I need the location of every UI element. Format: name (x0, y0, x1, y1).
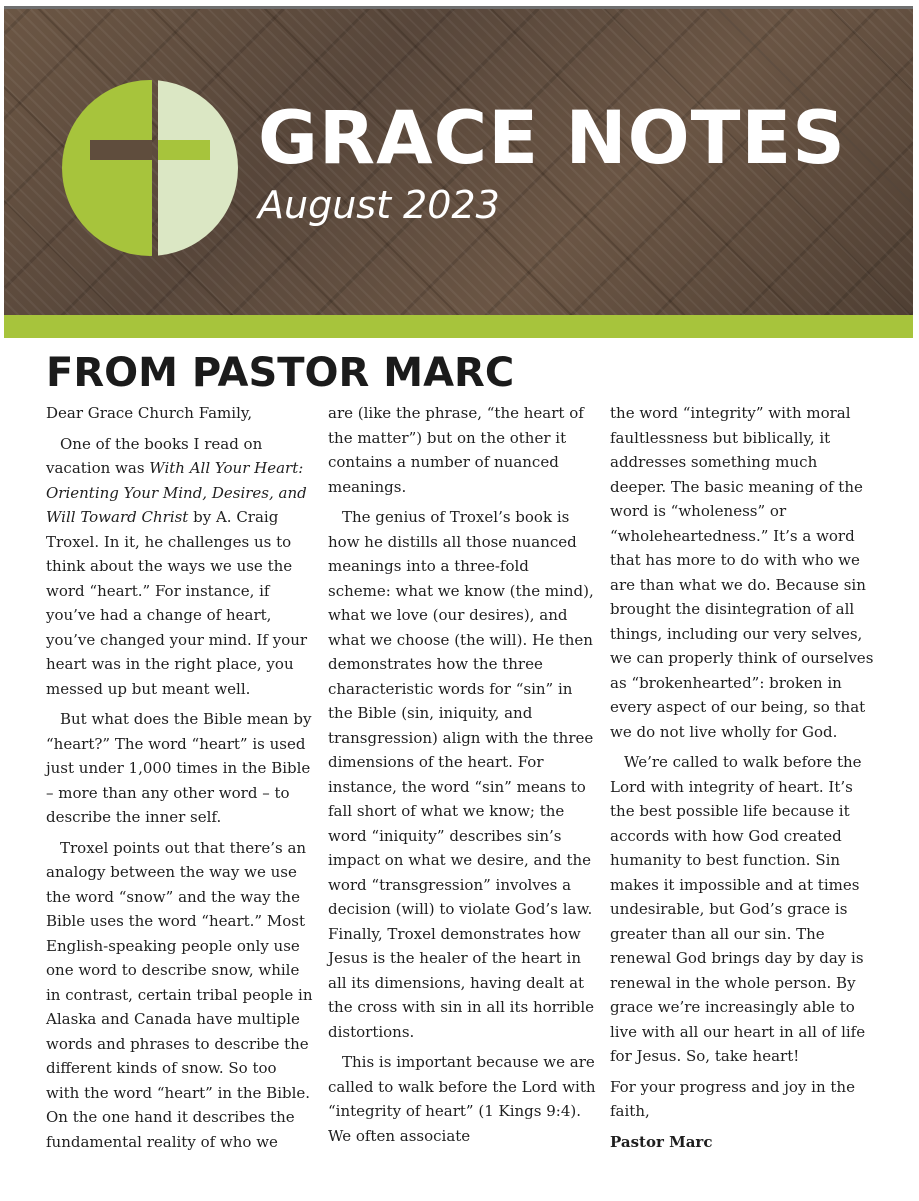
paragraph: But what does the Bible mean by “heart?” The word “heart” is used just under 1,000 times in the Bible – more than any other word – to describe the inner self. (46, 710, 312, 826)
green-accent-bar (4, 315, 913, 338)
signature: Pastor Marc (610, 1132, 713, 1151)
paragraph: This is important because we are called to walk before the Lord with “integrity of heart” (1 Kings 9:4). We often associate (328, 1053, 596, 1145)
paragraph: One of the books I read on vacation was With All Your Heart: Orienting Your Mind, Desires, and Will Toward Christ by A. Craig Troxel. In it, he challenges us to think about the ways we use the word “heart.” For instance, if you’ve had a change of heart, you’ve changed your mind. If your heart was in the right place, you messed up but meant well. (46, 434, 308, 698)
cross-circle-icon (60, 78, 240, 258)
article-column-2 (328, 401, 596, 1154)
paragraph: The genius of Troxel’s book is how he distills all those nuanced meanings into a three-fold scheme: what we know (the mind), what we love (our desires), and what we choose (the will). He then demonstrates how the three characteristic words for “sin” in the Bible (sin, iniquity, and transgression) align with the three dimensions of the heart. For instance, the word “sin” means to fall short of what we know; the word “iniquity” describes sin’s impact on what we desire, and the word “transgression” involves a decision (will) to violate God’s law. Finally, Troxel demonstrates how Jesus is the healer of the heart in all its dimensions, having dealt at the cross with sin in all its horrible distortions. (328, 508, 595, 1041)
paragraph: are (like the phrase, “the heart of the matter”) but on the other it contains a number of nuanced meanings. (328, 404, 584, 496)
newsletter-title: GRACE NOTES (258, 96, 846, 181)
article-column-3 (610, 401, 878, 1160)
section-title: FROM PASTOR MARC (46, 350, 515, 396)
paragraph: Troxel points out that there’s an analogy between the way we use the word “snow” and the way the Bible uses the word “heart.” Most English-speaking people only use one word to describe snow, while in contrast, certain tribal people in Alaska and Canada have multiple words and phrases to describe the different kinds of snow. So too with the word “heart” in the Bible. On the one hand it describes the fundamental reality of who we (46, 838, 313, 1151)
book-title: With All Your Heart: Orienting Your Mind, Desires, and Will Toward Christ (46, 459, 307, 526)
greeting: Dear Grace Church Family, (46, 404, 253, 422)
closing: For your progress and joy in the faith, (610, 1077, 855, 1120)
article-column-1 (46, 401, 314, 1160)
paragraph: the word “integrity” with moral faultlessness but biblically, it addresses something much deeper. The basic meaning of the word is “wholeness” or “wholeheartedness.” It’s a word that has more to do with who we are than what we do. Because sin brought the disintegration of all things, including our very selves, we can properly think of ourselves as “brokenhearted”: broken in every aspect of our being, so that we do not live wholly for God. (610, 404, 874, 741)
paragraph: We’re called to walk before the Lord with integrity of heart. It’s the best possible life because it accords with how God created humanity to best function. Sin makes it impossible and at times undesirable, but God’s grace is greater than all our sin. The renewal God brings day by day is renewal in the whole person. By grace we’re increasingly able to live with all our heart in all of life for Jesus. So, take heart! (610, 753, 866, 1065)
newsletter-date: August 2023 (258, 183, 500, 227)
